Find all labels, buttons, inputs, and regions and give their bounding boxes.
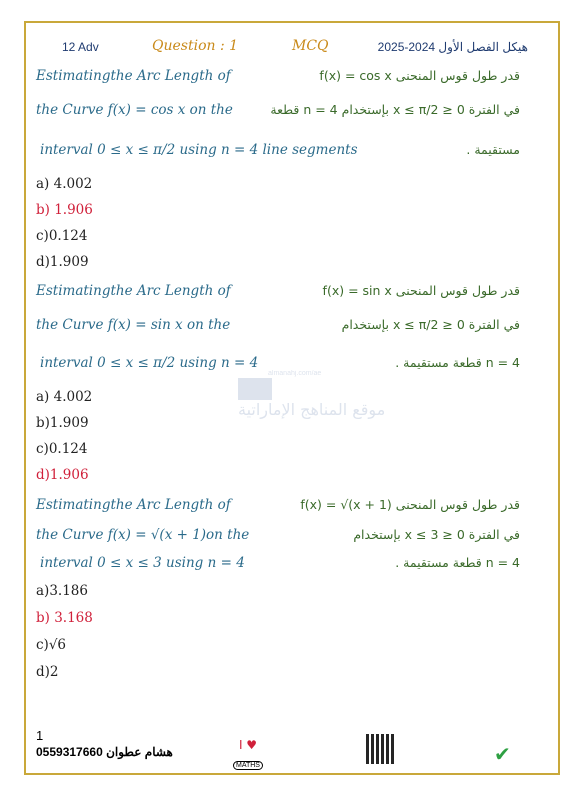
q2-en-line3: interval 0 ≤ x ≤ π/2 using n = 4 xyxy=(40,355,259,371)
i-love-maths-logo xyxy=(230,738,266,769)
q3-en-line1: Estimatingthe Arc Length of xyxy=(36,497,231,513)
page-number: 1 xyxy=(36,728,44,743)
q2-option-c[interactable]: c)0.124 xyxy=(36,441,88,457)
q1-en-line1: Estimatingthe Arc Length of xyxy=(36,68,231,84)
q2-en-line1: Estimatingthe Arc Length of xyxy=(36,283,231,299)
q1-ar-line3: مستقيمة . xyxy=(466,142,520,157)
q1-option-b[interactable]: b) 1.906 xyxy=(36,202,93,218)
qr-code-icon xyxy=(366,734,396,764)
q3-option-a[interactable]: a)3.186 xyxy=(36,583,88,599)
watermark-logo xyxy=(238,370,386,430)
q2-option-b[interactable]: b)1.909 xyxy=(36,415,89,431)
q2-ar-line1: قدر طول قوس المنحنى f(x) = sin x xyxy=(322,283,520,298)
q3-option-c[interactable]: c)√6 xyxy=(36,637,67,653)
grade-label: 12 Adv xyxy=(62,40,99,54)
q3-ar-line1: قدر طول قوس المنحنى f(x) = √(x + 1) xyxy=(300,497,520,512)
q1-en-line3: interval 0 ≤ x ≤ π/2 using n = 4 line segments xyxy=(40,142,358,158)
q3-ar-line3: n = 4 قطعة مستقيمة . xyxy=(395,555,520,570)
logo-text: MATHS xyxy=(233,761,263,770)
q2-ar-line3: n = 4 قطعة مستقيمة . xyxy=(395,355,520,370)
q1-option-d[interactable]: d)1.909 xyxy=(36,254,89,270)
term-label: هيكل الفصل الأول 2024-2025 xyxy=(377,40,528,54)
q2-ar-line2: في الفترة 0 ≤ x ≤ π/2 بإستخدام xyxy=(341,317,520,332)
q3-ar-line2: في الفترة 0 ≤ x ≤ 3 بإستخدام xyxy=(353,527,520,542)
heart-icon: I ♥ xyxy=(238,738,258,752)
author-contact: هشام عطوان 0559317660 xyxy=(36,745,173,759)
watermark-text: موقع المناهج الإماراتية xyxy=(238,400,386,419)
q3-option-d[interactable]: d)2 xyxy=(36,664,59,680)
q1-option-c[interactable]: c)0.124 xyxy=(36,228,88,244)
watermark-icon xyxy=(238,378,272,400)
q1-en-line2: the Curve f(x) = cos x on the xyxy=(36,102,233,118)
question-type: MCQ xyxy=(292,38,329,54)
q2-en-line2: the Curve f(x) = sin x on the xyxy=(36,317,231,333)
q1-ar-line2: في الفترة 0 ≤ x ≤ π/2 بإستخدام n = 4 قطعة xyxy=(270,102,520,117)
q1-option-a[interactable]: a) 4.002 xyxy=(36,176,93,192)
q3-en-line3: interval 0 ≤ x ≤ 3 using n = 4 xyxy=(40,555,245,571)
q2-option-a[interactable]: a) 4.002 xyxy=(36,389,93,405)
checkmark-icon: ✔ xyxy=(494,742,511,766)
q3-option-b[interactable]: b) 3.168 xyxy=(36,610,93,626)
watermark-url: almanahj.com/ae xyxy=(268,370,322,377)
q2-option-d[interactable]: d)1.906 xyxy=(36,467,89,483)
q3-en-line2: the Curve f(x) = √(x + 1)on the xyxy=(36,527,250,543)
question-label: Question : 1 xyxy=(152,38,239,54)
q1-ar-line1: قدر طول قوس المنحنى f(x) = cos x xyxy=(319,68,520,83)
